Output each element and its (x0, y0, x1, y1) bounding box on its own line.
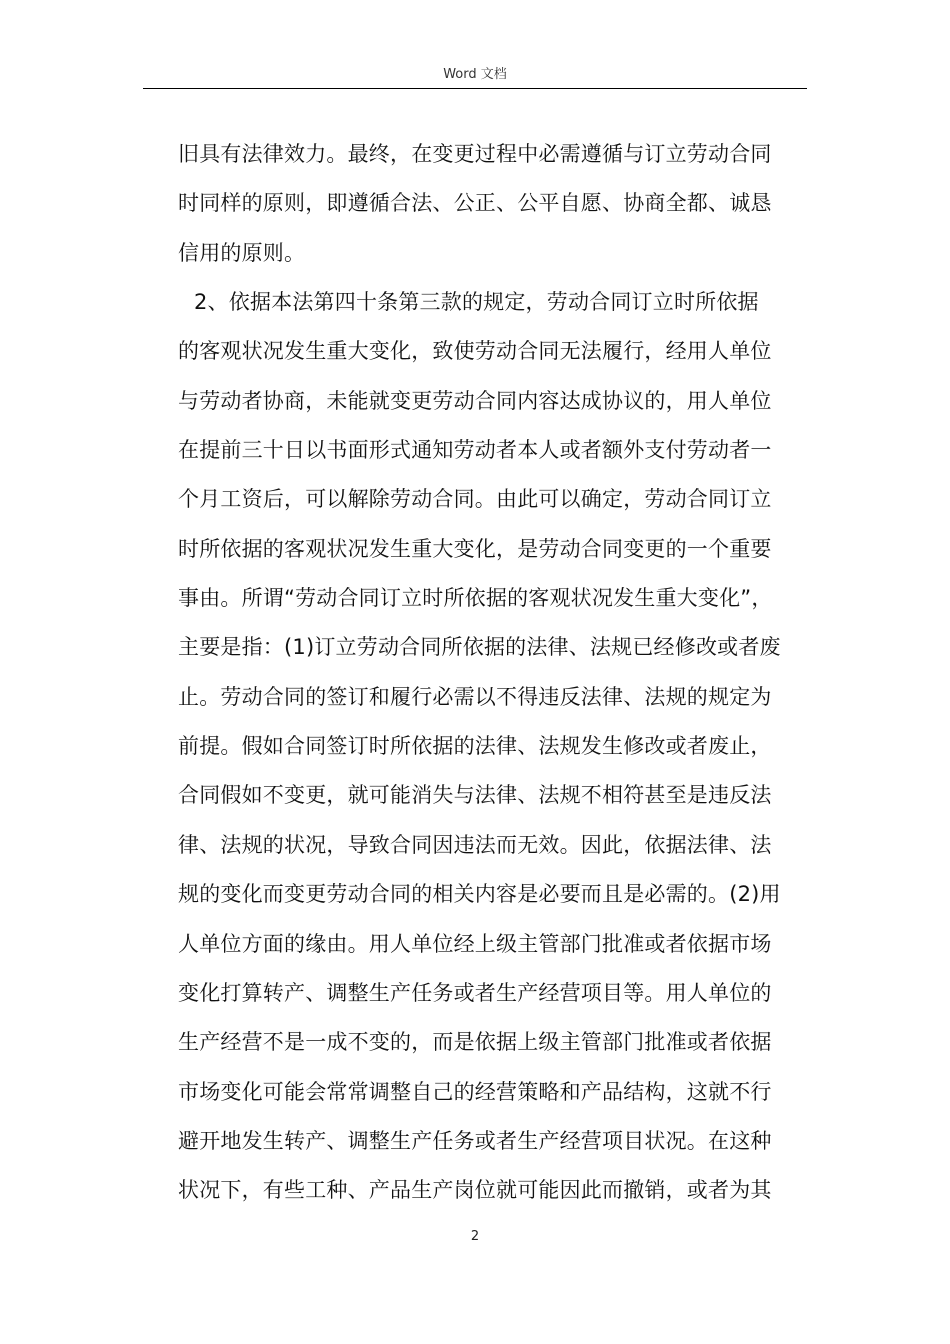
body-line: 与劳动者协商，未能就变更劳动合同内容达成协议的，用人单位 (178, 388, 772, 413)
body-line: 2、依据本法第四十条第三款的规定，劳动合同订立时所依据 (194, 290, 759, 315)
page-number: 2 (470, 1229, 480, 1244)
document-body (178, 130, 818, 1216)
page-header: Word 文档 (443, 67, 507, 82)
body-line: 状况下，有些工种、产品生产岗位就可能因此而撤销，或者为其 (178, 1178, 772, 1203)
body-line: 市场变化可能会常常调整自己的经营策略和产品结构，这就不行 (178, 1079, 772, 1104)
body-line: 止。劳动合同的签订和履行必需以不得违反法律、法规的规定为 (178, 684, 772, 709)
body-line: 信用的原则。 (178, 240, 306, 265)
body-line: 在提前三十日以书面形式通知劳动者本人或者额外支付劳动者一 (178, 438, 772, 463)
body-line: 变化打算转产、调整生产任务或者生产经营项目等。用人单位的 (178, 980, 772, 1005)
body-line: 避开地发生转产、调整生产任务或者生产经营项目状况。在这种 (178, 1128, 772, 1153)
body-line: 时所依据的客观状况发生重大变化，是劳动合同变更的一个重要 (178, 536, 772, 561)
body-line: 前提。假如合同签订时所依据的法律、法规发生修改或者废止， (178, 734, 772, 759)
body-line: 合同假如不变更，就可能消失与法律、法规不相符甚至是违反法 (178, 783, 772, 808)
header-divider (143, 88, 807, 89)
body-line: 的客观状况发生重大变化，致使劳动合同无法履行，经用人单位 (178, 339, 772, 364)
body-line: 个月工资后，可以解除劳动合同。由此可以确定，劳动合同订立 (178, 487, 772, 512)
body-line: 生产经营不是一成不变的，而是依据上级主管部门批准或者依据 (178, 1030, 772, 1055)
body-line: 事由。所谓“劳动合同订立时所依据的客观状况发生重大变化”， (178, 586, 773, 611)
body-line: 时同样的原则，即遵循合法、公正、公平自愿、协商全都、诚恳 (178, 191, 772, 216)
body-line: 律、法规的状况，导致合同因违法而无效。因此，依据法律、法 (178, 832, 772, 857)
body-line: 规的变化而变更劳动合同的相关内容是必要而且是必需的。(2)用 (178, 882, 781, 907)
body-line: 人单位方面的缘由。用人单位经上级主管部门批准或者依据市场 (178, 931, 772, 956)
body-line: 主要是指：(1)订立劳动合同所依据的法律、法规已经修改或者废 (178, 635, 781, 660)
body-line: 旧具有法律效力。最终，在变更过程中必需遵循与订立劳动合同 (178, 142, 772, 166)
